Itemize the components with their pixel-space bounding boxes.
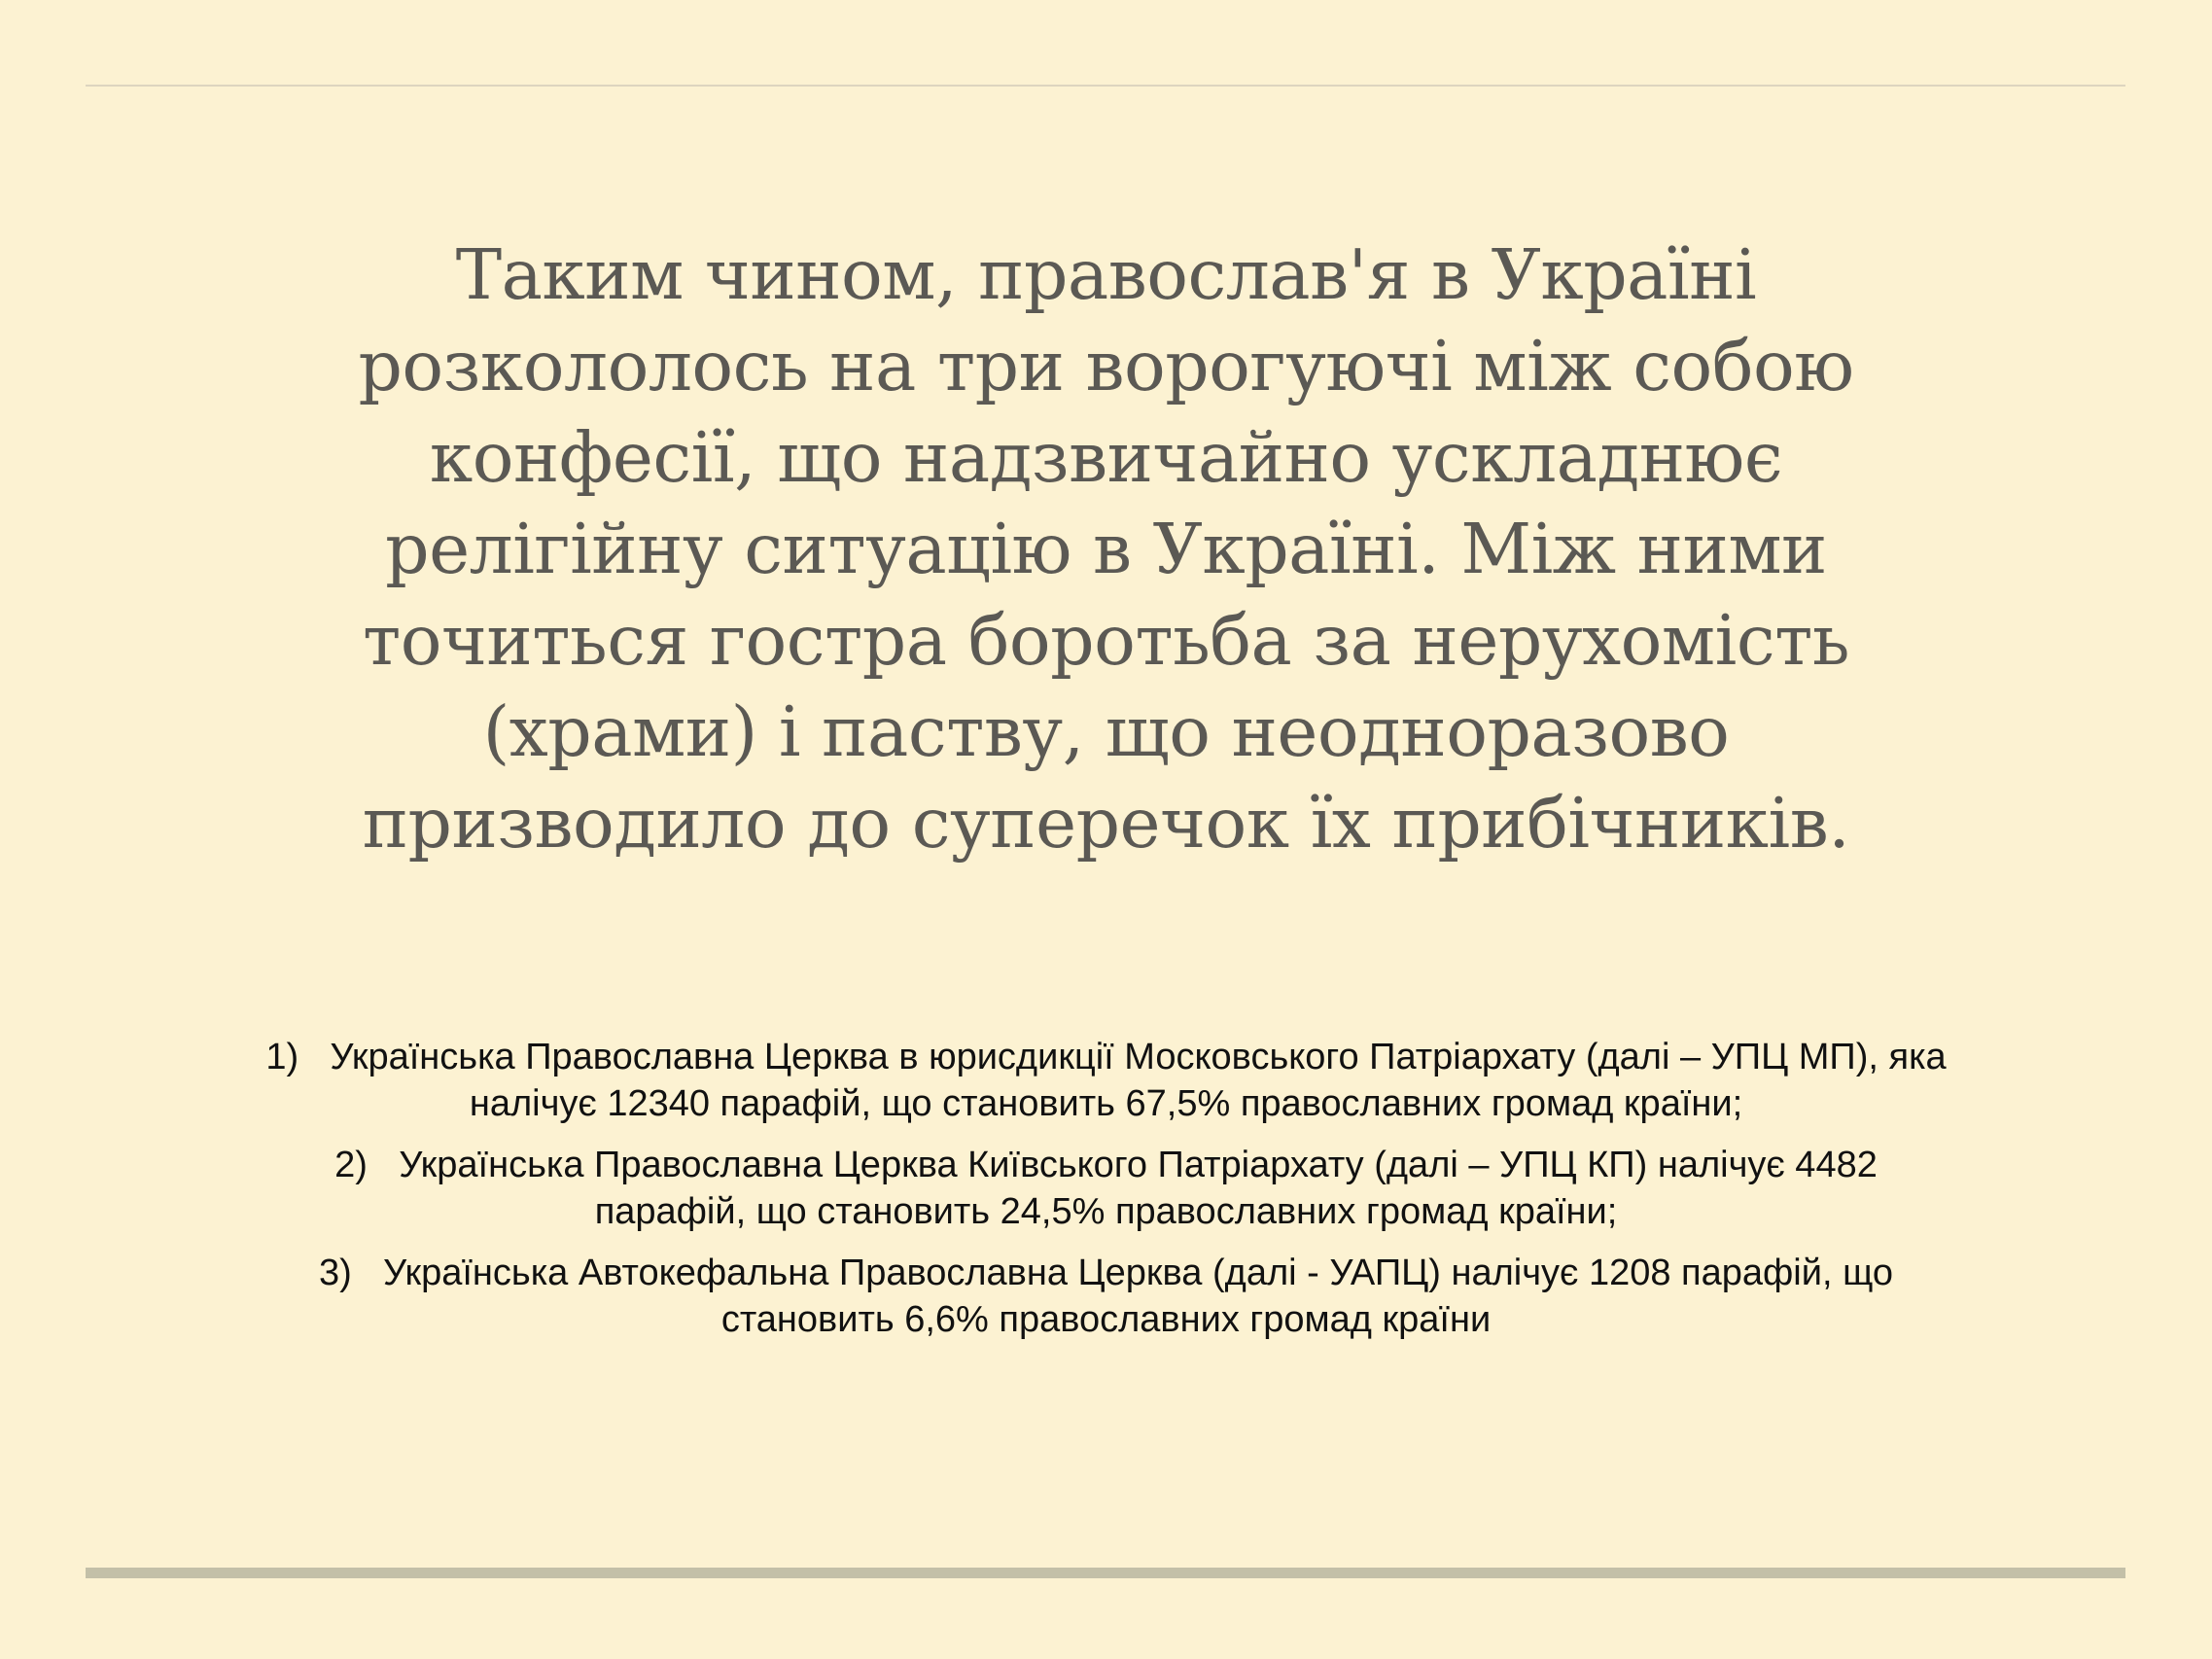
- list-item-number: 2): [334, 1145, 368, 1185]
- list-item-number: 1): [265, 1037, 299, 1077]
- list-item-text: Українська Православна Церква Київського Патріархату (далі – УПЦ КП) налічує 4482 парафій, що становить 24,5% православних громад країни;: [399, 1145, 1878, 1232]
- list-item: [263, 1142, 1949, 1235]
- list-item: [263, 1034, 1949, 1127]
- top-divider: [86, 85, 2125, 87]
- list-item-text: Українська Православна Церква в юрисдикції Московського Патріархату (далі – УПЦ МП), яка налічує 12340 парафій, що становить 67,5% православних громад країни;: [330, 1037, 1947, 1124]
- list-item: [263, 1250, 1949, 1343]
- list-item-text: Українська Автокефальна Православна Церква (далі - УАПЦ) налічує 1208 парафій, що становить 6,6% православних громад країни: [383, 1253, 1894, 1340]
- list-item-number: 3): [318, 1253, 352, 1293]
- main-paragraph: Таким чином, православ'я в Україні розкололось на три ворогуючі між собою конфесії, що надзвичайно ускладнює релігійну ситуацію в Україні. Між ними точиться гостра боротьба за нерухомість (храми) і паству, що неодноразово призводило до суперечок їх прибічників.: [358, 234, 1854, 864]
- confession-list: [263, 1034, 1949, 1358]
- bottom-divider: [86, 1568, 2125, 1578]
